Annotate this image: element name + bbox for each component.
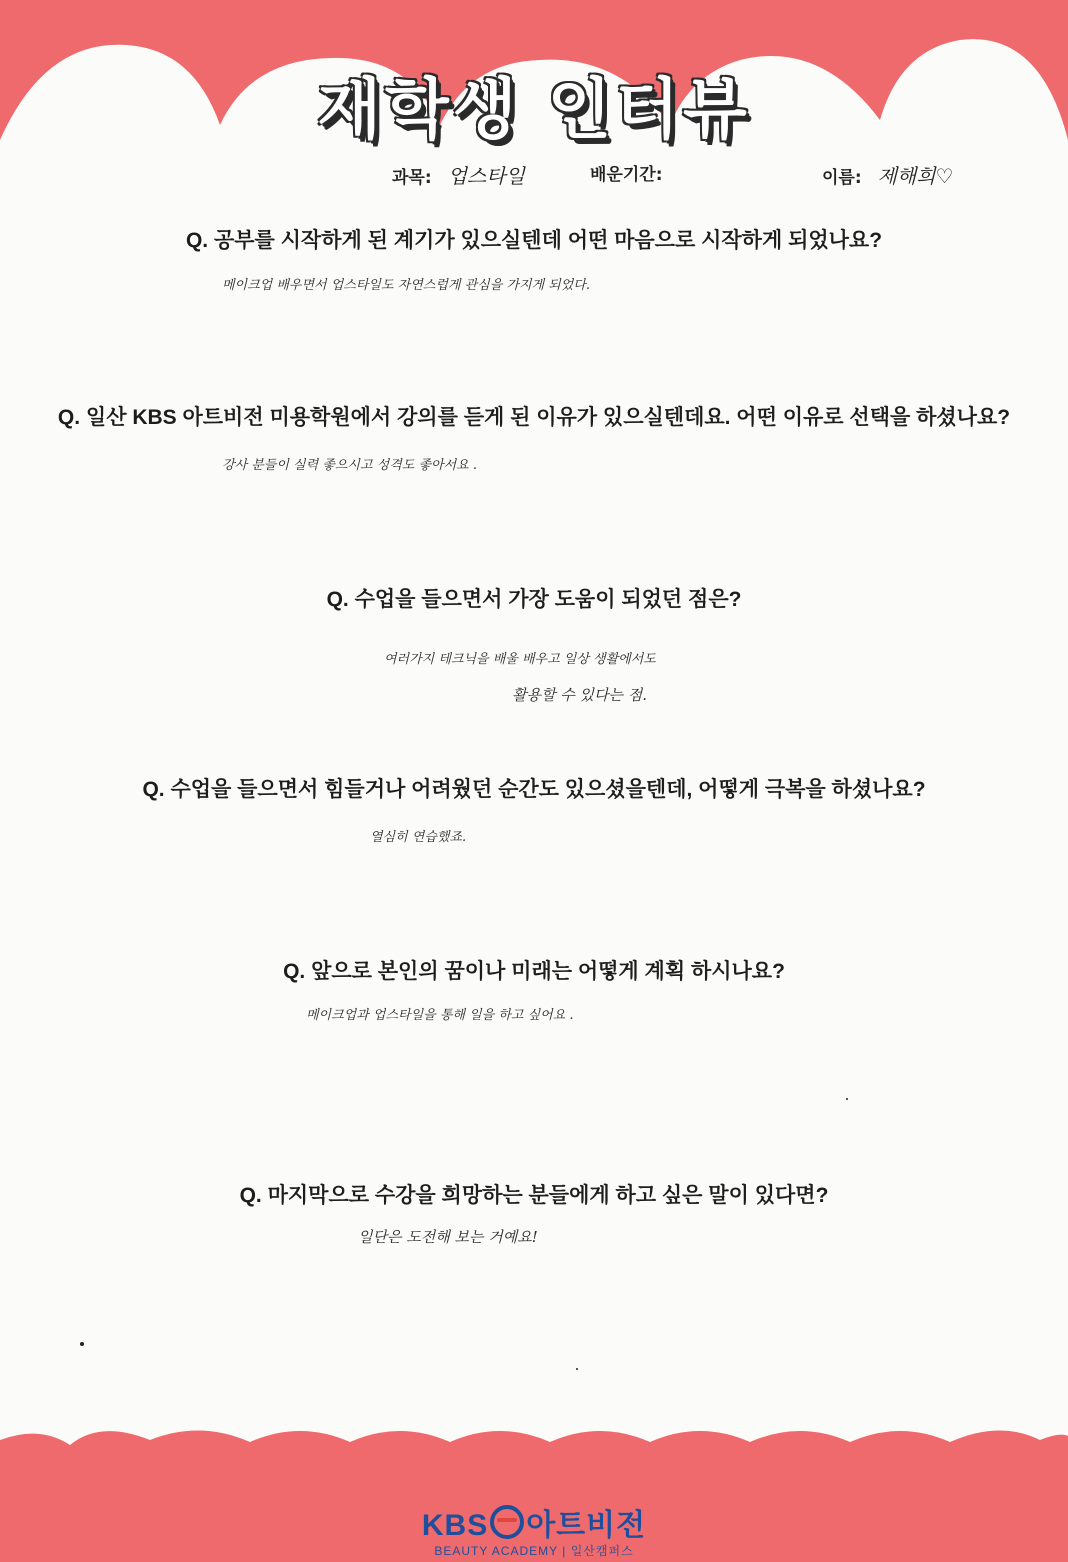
ink-dot xyxy=(846,1098,848,1100)
kbs-ring-icon xyxy=(490,1505,524,1539)
answer-5-line-1: 메이크업과 업스타일을 통해 일을 하고 싶어요 . xyxy=(306,1008,574,1023)
name-label: 이름: xyxy=(822,168,862,188)
subject-value: 업스타일 xyxy=(447,164,525,188)
period-label: 배운기간: xyxy=(590,165,663,185)
name-field xyxy=(822,160,953,190)
question-1: Q. 공부를 시작하게 된 계기가 있으실텐데 어떤 마음으로 시작하게 되었나요? xyxy=(185,229,883,252)
ink-dot xyxy=(576,1368,578,1370)
logo-kbs-text: KBS xyxy=(421,1509,489,1542)
subject-field xyxy=(392,160,525,190)
answer-6-line-1: 일단은 도전해 보는 거예요! xyxy=(358,1228,538,1246)
academy-logo xyxy=(0,1500,1068,1559)
question-5: Q. 앞으로 본인의 꿈이나 미래는 어떻게 계획 하시나요? xyxy=(283,960,785,983)
period-field xyxy=(590,160,673,190)
logo-artvision-text: 아트비전 xyxy=(526,1509,647,1542)
name-value: 제해희♡ xyxy=(877,164,954,188)
question-2: Q. 일산 KBS 아트비전 미용학원에서 강의를 듣게 된 이유가 있으실텐데요. 어떤 이유로 선택을 하셨나요? xyxy=(57,406,1011,429)
ink-dot xyxy=(80,1342,84,1346)
top-banner xyxy=(0,0,1068,150)
answer-3-line-1: 여러가지 테크닉을 배울 배우고 일상 생활에서도 xyxy=(384,652,656,667)
answer-3-line-2: 활용할 수 있다는 점. xyxy=(512,686,647,704)
answer-1-line-1: 메이크업 배우면서 업스타일도 자연스럽게 관심을 가지게 되었다. xyxy=(222,278,590,293)
question-3: Q. 수업을 들으면서 가장 도움이 되었던 점은? xyxy=(326,588,742,611)
page-title: 재학생 인터뷰 xyxy=(317,71,751,148)
subject-label: 과목: xyxy=(392,168,432,188)
logo-subtitle: BEAUTY ACADEMY | 일산캠퍼스 xyxy=(434,1544,634,1558)
answer-4-line-1: 열심히 연습했죠. xyxy=(370,830,467,845)
question-6: Q. 마지막으로 수강을 희망하는 분들에게 하고 싶은 말이 있다면? xyxy=(239,1184,829,1207)
answer-2-line-1: 강사 분들이 실력 좋으시고 성격도 좋아서요 . xyxy=(222,458,477,473)
question-4: Q. 수업을 들으면서 힘들거나 어려웠던 순간도 있으셨을텐데, 어떻게 극복을 하셨나요? xyxy=(142,778,926,801)
